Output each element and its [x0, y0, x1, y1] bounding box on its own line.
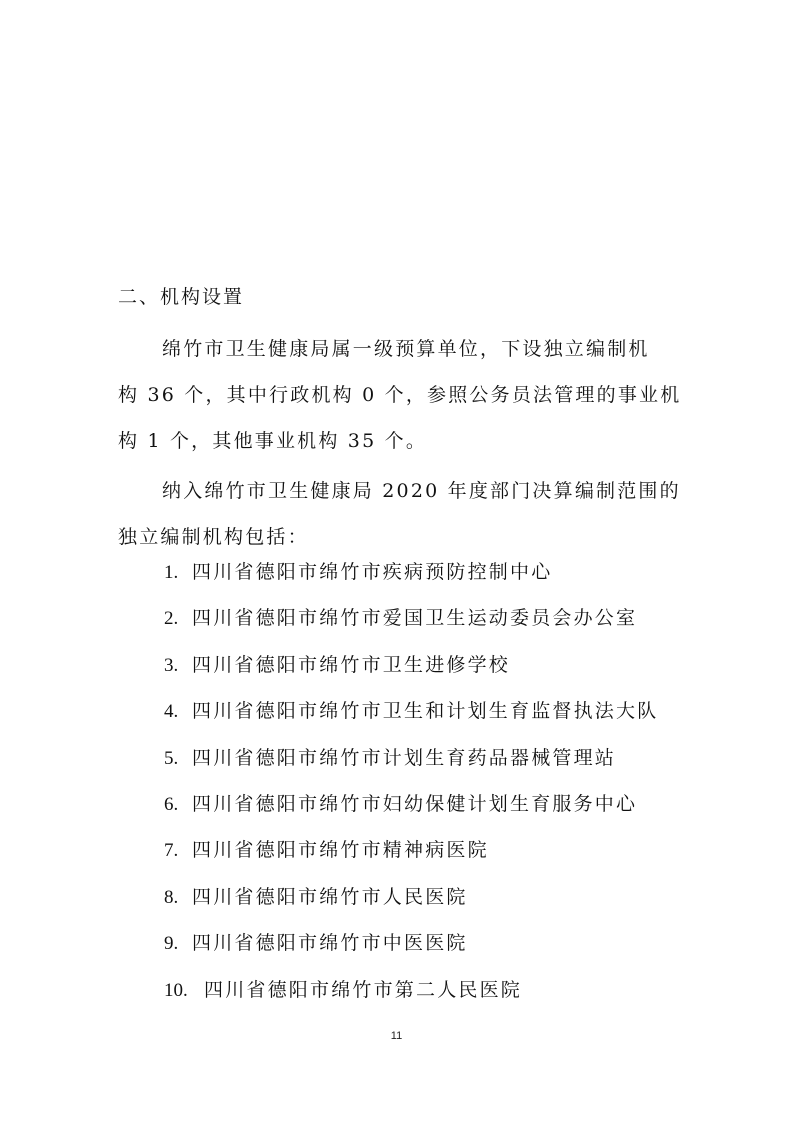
paragraph-line: 构 1 个，其他事业机构 35 个。 [118, 430, 428, 452]
list-item [164, 835, 658, 881]
page-number: 11 [390, 1030, 403, 1042]
item-name: 四川省德阳市绵竹市计划生育药品器械管理站 [192, 746, 617, 769]
list-item [164, 743, 658, 789]
item-name: 四川省德阳市绵竹市卫生进修学校 [192, 653, 511, 676]
item-number: 3. [164, 654, 179, 676]
item-name: 四川省德阳市绵竹市疾病预防控制中心 [192, 561, 553, 583]
paragraph-line: 构 36 个，其中行政机构 0 个，参照公务员法管理的事业机 [118, 384, 682, 406]
item-number: 1. [164, 562, 179, 583]
list-item [164, 557, 658, 603]
list-item [164, 603, 658, 649]
item-number: 7. [164, 840, 179, 862]
item-name: 四川省德阳市绵竹市爱国卫生运动委员会办公室 [192, 607, 638, 630]
list-item [164, 650, 658, 696]
paragraph-line: 纳入绵竹市卫生健康局 2020 年度部门决算编制范围的 [162, 480, 681, 502]
institution-list [164, 557, 658, 1021]
paragraph-line: 独立编制机构包括： [118, 526, 309, 548]
item-name: 四川省德阳市绵竹市卫生和计划生育监督执法大队 [192, 700, 659, 723]
list-item [164, 882, 658, 928]
item-number: 10. [164, 979, 188, 1001]
item-number: 8. [164, 886, 179, 908]
item-name: 四川省德阳市绵竹市中医医院 [192, 932, 468, 955]
section-heading: 二、机构设置 [118, 286, 245, 308]
item-number: 2. [164, 608, 179, 630]
scope-paragraph [118, 468, 680, 560]
item-number: 6. [164, 793, 179, 815]
list-item [164, 975, 658, 1021]
paragraph-line: 绵竹市卫生健康局属一级预算单位，下设独立编制机 [162, 338, 650, 360]
item-number: 9. [164, 933, 179, 955]
item-name: 四川省德阳市绵竹市人民医院 [192, 885, 468, 908]
list-item [164, 789, 658, 835]
item-number: 5. [164, 747, 179, 769]
institution-summary-paragraph [118, 326, 680, 464]
list-item [164, 928, 658, 974]
list-item [164, 696, 658, 742]
item-name: 四川省德阳市绵竹市妇幼保健计划生育服务中心 [192, 792, 638, 815]
item-name: 四川省德阳市绵竹市第二人民医院 [204, 978, 523, 1001]
item-name: 四川省德阳市绵竹市精神病医院 [192, 839, 489, 862]
item-number: 4. [164, 701, 179, 723]
